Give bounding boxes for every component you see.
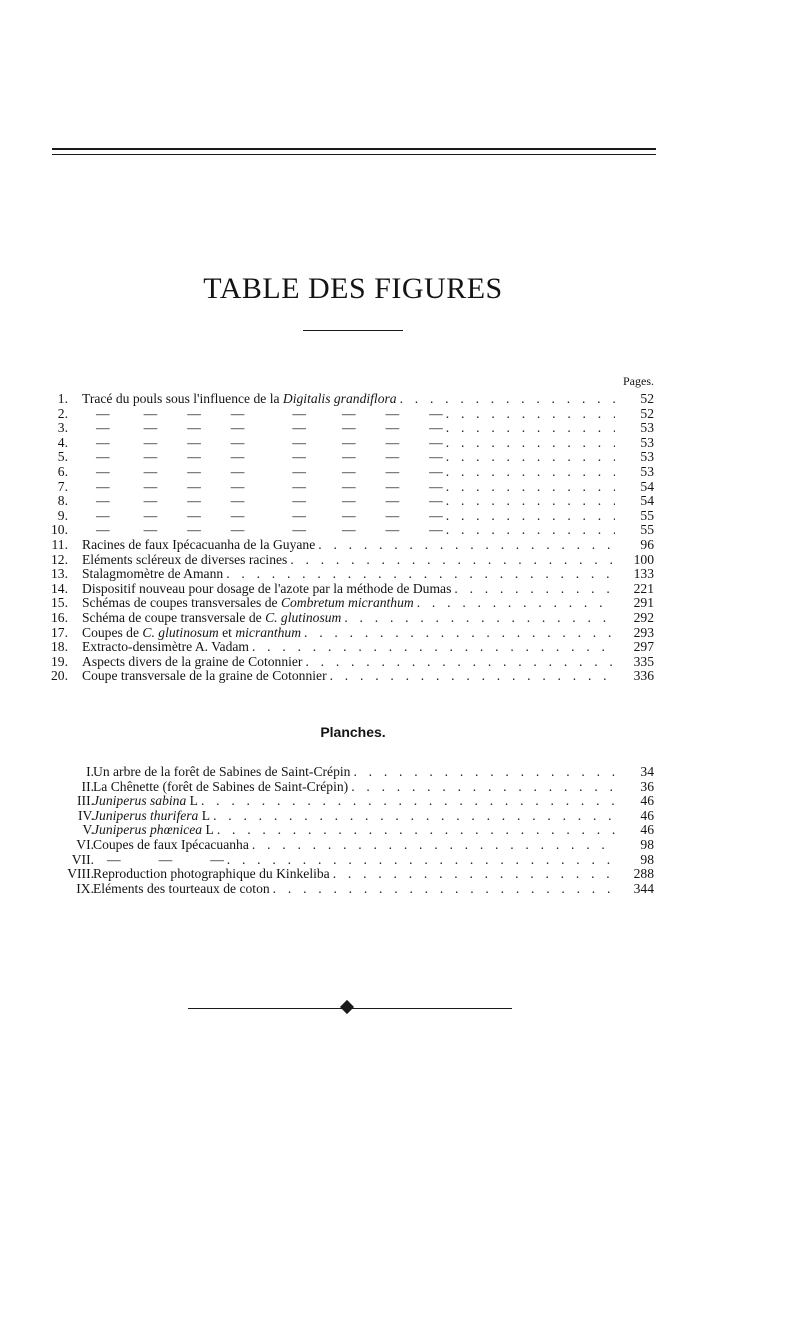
entry-title-italic: C. glutinosum — [265, 610, 342, 625]
ditto-dash: — — [385, 464, 400, 479]
entry-number: IV. — [78, 807, 94, 823]
dot-leader — [210, 809, 615, 824]
ditto-dash: — — [230, 406, 245, 421]
toc-entry — [0, 823, 800, 838]
entry-number: 10. — [51, 522, 68, 538]
ditto-dash: — — [187, 421, 201, 436]
ditto-dash: — — [230, 435, 245, 450]
toc-entry — [0, 553, 800, 568]
entry-number: IX. — [76, 880, 94, 896]
toc-entry — [0, 867, 800, 882]
entry-title — [82, 407, 443, 422]
dot-leader — [414, 596, 615, 611]
dot-leader — [341, 611, 615, 626]
toc-entry — [0, 809, 800, 824]
ditto-dash: — — [341, 435, 356, 450]
toc-entry — [0, 596, 800, 611]
entry-title — [82, 450, 443, 465]
entry-number: VI. — [76, 836, 94, 852]
ditto-dash: — — [187, 479, 201, 494]
ditto-dash: — — [230, 508, 245, 523]
toc-entry — [0, 523, 800, 538]
ditto-dash: — — [385, 450, 400, 465]
ditto-dash: — — [385, 523, 400, 538]
entry-number: 15. — [51, 595, 68, 611]
entry-page-number: 55 — [640, 522, 654, 538]
entry-title — [82, 494, 443, 509]
entry-number: 9. — [57, 507, 68, 523]
toc-entry — [0, 611, 800, 626]
ditto-dash: — — [385, 479, 400, 494]
ditto-dash: — — [158, 852, 173, 867]
dot-leader — [443, 465, 615, 480]
dot-leader — [214, 823, 615, 838]
entry-page-number: 52 — [640, 391, 654, 406]
entry-page-number: 100 — [633, 551, 654, 567]
ditto-dash: — — [341, 523, 356, 538]
entry-title-italic: Combretum micranthum — [280, 596, 414, 611]
entry-number: 11. — [51, 536, 68, 552]
ditto-dash: — — [292, 435, 306, 450]
entry-page-number: 55 — [640, 507, 654, 523]
entry-page-number: 98 — [640, 836, 654, 852]
entry-number: 17. — [51, 624, 68, 640]
entry-number: 19. — [51, 653, 68, 669]
entry-title — [82, 582, 451, 597]
entry-title-part: Coupes de — [82, 625, 143, 640]
entry-page-number: 98 — [640, 851, 654, 867]
ditto-dash: — — [96, 450, 110, 465]
dot-leader — [249, 640, 615, 655]
toc-entry — [0, 509, 800, 524]
toc-entry — [0, 838, 800, 853]
entry-title — [82, 523, 443, 538]
toc-entry — [0, 626, 800, 641]
ditto-dash: — — [341, 508, 356, 523]
ditto-dash: — — [96, 508, 110, 523]
ditto-dash: — — [230, 464, 245, 479]
entry-title-part: et — [218, 625, 236, 640]
entry-page-number: 36 — [640, 778, 654, 794]
ditto-dash: — — [96, 523, 110, 538]
entry-title — [93, 780, 348, 795]
dot-leader — [315, 538, 615, 553]
entry-page-number: 34 — [640, 764, 654, 779]
ditto-dash: — — [187, 435, 201, 450]
entry-title — [93, 867, 330, 882]
toc-entry — [0, 640, 800, 655]
planches-title: Planches. — [320, 724, 386, 740]
ditto-dash: — — [143, 523, 158, 538]
entry-title — [82, 596, 414, 611]
entry-number: 20. — [51, 668, 68, 684]
entry-title — [93, 853, 224, 868]
ditto-dash: — — [96, 406, 110, 421]
entry-title-italic: Juniperus sabina — [93, 794, 187, 809]
dot-leader — [198, 794, 615, 809]
ditto-dash: — — [187, 464, 201, 479]
entry-number: 12. — [51, 551, 68, 567]
entry-page-number: 291 — [633, 595, 654, 611]
toc-entry — [0, 421, 800, 436]
title-underline — [303, 330, 403, 331]
ditto-dash: — — [96, 494, 110, 509]
ditto-dash: — — [187, 406, 201, 421]
entry-page-number: 297 — [633, 639, 654, 655]
dot-leader — [287, 553, 615, 568]
ditto-dash: — — [292, 406, 306, 421]
entry-page-number: 335 — [633, 653, 654, 669]
toc-entry — [0, 450, 800, 465]
dot-leader — [451, 582, 615, 597]
entry-number: 14. — [51, 580, 68, 596]
ditto-dash: — — [230, 479, 245, 494]
ditto-dash: — — [292, 494, 306, 509]
entry-title-part: Extracto-densimètre A. Vadam — [82, 640, 249, 655]
ditto-dash: — — [210, 852, 224, 867]
dot-leader — [270, 882, 615, 897]
ditto-dash: — — [385, 435, 400, 450]
ditto-dash: — — [292, 450, 306, 465]
entry-page-number: 53 — [640, 463, 654, 479]
top-rule-thick — [52, 148, 656, 150]
toc-entry — [0, 794, 800, 809]
toc-entry — [0, 780, 800, 795]
entry-number: 1. — [57, 391, 68, 406]
entry-number: 18. — [51, 639, 68, 655]
entry-page-number: 292 — [633, 609, 654, 625]
ditto-dash: — — [107, 852, 121, 867]
entry-page-number: 53 — [640, 434, 654, 450]
entry-title — [82, 465, 443, 480]
entry-page-number: 46 — [640, 822, 654, 838]
entry-title — [82, 669, 327, 684]
entry-number: V. — [82, 822, 94, 838]
entry-title — [82, 626, 301, 641]
dot-leader — [223, 567, 615, 582]
ditto-dash: — — [96, 479, 110, 494]
entry-title — [82, 640, 249, 655]
entry-number: 3. — [57, 420, 68, 436]
entry-title-part: Dispositif nouveau pour dosage de l'azote par la méthode de Dumas — [82, 581, 452, 596]
ditto-dash: — — [143, 479, 158, 494]
dot-leader — [443, 480, 615, 495]
ditto-dash: — — [385, 406, 400, 421]
entry-number: VIII. — [67, 866, 94, 882]
toc-entry — [0, 655, 800, 670]
dot-leader — [330, 867, 615, 882]
pages-column-label: Pages. — [623, 374, 654, 388]
planches-list — [0, 765, 800, 896]
entry-title-part: Aspects divers de la graine de Cotonnier — [82, 654, 303, 669]
ditto-dash: — — [292, 508, 306, 523]
dot-leader — [302, 655, 615, 670]
entry-title-part: L — [198, 808, 211, 823]
ditto-dash: — — [429, 450, 443, 465]
entry-title — [82, 480, 443, 495]
entry-number: VII. — [71, 851, 94, 867]
entry-title — [93, 882, 270, 897]
ditto-dash: — — [187, 523, 201, 538]
entry-title-part: L — [202, 823, 214, 838]
toc-entry — [0, 538, 800, 553]
ditto-dash: — — [187, 508, 201, 523]
toc-entry — [0, 882, 800, 897]
entry-number: II. — [81, 778, 94, 794]
toc-entry — [0, 494, 800, 509]
toc-entry — [0, 765, 800, 780]
entry-title-part: Eléments scléreux de diverses racines — [82, 552, 288, 567]
ditto-dash: — — [341, 494, 356, 509]
entry-number: 13. — [51, 566, 68, 582]
entry-title-part: Racines de faux Ipécacuanha de la Guyane — [82, 537, 316, 552]
entry-title — [93, 838, 249, 853]
ditto-dash: — — [385, 421, 400, 436]
entry-title — [82, 655, 302, 670]
ditto-dash: — — [429, 406, 443, 421]
entry-number: 4. — [57, 434, 68, 450]
entry-number: I. — [86, 764, 94, 779]
entry-title-italic: Juniperus thurifera — [93, 808, 199, 823]
entry-page-number: 53 — [640, 449, 654, 465]
dot-leader — [443, 523, 615, 538]
entry-title-part: Schéma de coupe transversale de — [82, 610, 266, 625]
entry-title — [93, 809, 210, 824]
entry-page-number: 46 — [640, 793, 654, 809]
toc-entry — [0, 436, 800, 451]
dot-leader — [443, 436, 615, 451]
ditto-dash: — — [292, 421, 306, 436]
ditto-dash: — — [341, 450, 356, 465]
toc-entry — [0, 853, 800, 868]
entry-title-part: Tracé du pouls sous l'influence de la — [82, 392, 283, 406]
dot-leader — [350, 765, 615, 780]
figures-list — [0, 392, 800, 684]
toc-entry — [0, 669, 800, 684]
dot-leader — [443, 509, 615, 524]
ditto-dash: — — [292, 523, 306, 538]
entry-title-part: Eléments des tourteaux de coton — [93, 881, 270, 896]
ditto-dash: — — [341, 406, 356, 421]
ditto-dash: — — [429, 523, 443, 538]
toc-entry — [0, 392, 800, 407]
toc-entry — [0, 407, 800, 422]
entry-title-italic: Digitalis grandiflora — [282, 392, 397, 406]
entry-title-part: L — [186, 794, 198, 809]
ditto-dash: — — [96, 421, 110, 436]
ditto-dash: — — [429, 464, 443, 479]
ditto-dash: — — [96, 435, 110, 450]
entry-title — [82, 553, 287, 568]
ditto-dash: — — [187, 450, 201, 465]
top-rule-thin — [52, 154, 656, 155]
ditto-dash: — — [230, 494, 245, 509]
entry-number: 2. — [57, 405, 68, 421]
ditto-dash: — — [385, 494, 400, 509]
dot-leader — [443, 494, 615, 509]
dot-leader — [301, 626, 615, 641]
toc-entry — [0, 480, 800, 495]
entry-page-number: 54 — [640, 478, 654, 494]
entry-title-part: La Chênette (forêt de Sabines de Saint-Crépin) — [93, 779, 349, 794]
entry-number: 5. — [57, 449, 68, 465]
ditto-dash: — — [341, 479, 356, 494]
ditto-dash: — — [143, 435, 158, 450]
ditto-dash: — — [143, 494, 158, 509]
entry-page-number: 288 — [633, 866, 654, 882]
entry-title — [82, 392, 397, 407]
entry-page-number: 293 — [633, 624, 654, 640]
ditto-dash: — — [341, 421, 356, 436]
ditto-dash: — — [341, 464, 356, 479]
dot-leader — [443, 450, 615, 465]
ditto-dash: — — [429, 479, 443, 494]
ditto-dash: — — [385, 508, 400, 523]
entry-title-part: Schémas de coupes transversales de — [82, 596, 281, 611]
entry-title-italic: Juniperus phœnicea — [93, 823, 203, 838]
entry-number: 6. — [57, 463, 68, 479]
dot-leader — [397, 392, 615, 407]
ditto-dash: — — [143, 421, 158, 436]
entry-title-italic: C. glutinosum — [142, 625, 219, 640]
entry-page-number: 52 — [640, 405, 654, 421]
entry-title — [93, 765, 350, 780]
entry-page-number: 46 — [640, 807, 654, 823]
diamond-ornament-icon — [340, 1000, 354, 1014]
ditto-dash: — — [96, 464, 110, 479]
entry-title — [82, 538, 315, 553]
entry-page-number: 54 — [640, 493, 654, 509]
ditto-dash: — — [143, 508, 158, 523]
dot-leader — [224, 853, 615, 868]
ditto-dash: — — [230, 450, 245, 465]
ditto-dash: — — [429, 508, 443, 523]
ditto-dash: — — [429, 435, 443, 450]
page-title: TABLE DES FIGURES — [203, 272, 503, 305]
ditto-dash: — — [230, 421, 245, 436]
entry-number: III. — [77, 793, 94, 809]
entry-number: 8. — [57, 493, 68, 509]
entry-page-number: 336 — [633, 668, 654, 684]
dot-leader — [443, 421, 615, 436]
ditto-dash: — — [143, 406, 158, 421]
toc-entry — [0, 582, 800, 597]
entry-page-number: 96 — [640, 536, 654, 552]
ditto-dash: — — [187, 494, 201, 509]
entry-title — [82, 421, 443, 436]
entry-title — [82, 509, 443, 524]
ditto-dash: — — [292, 464, 306, 479]
entry-page-number: 344 — [633, 880, 654, 896]
entry-title-part: Coupe transversale de la graine de Cotonnier — [82, 669, 327, 684]
entry-title — [82, 436, 443, 451]
toc-entry — [0, 465, 800, 480]
entry-title — [93, 794, 198, 809]
dot-leader — [327, 669, 615, 684]
dot-leader — [348, 780, 615, 795]
ditto-dash: — — [292, 479, 306, 494]
entry-title — [82, 567, 223, 582]
entry-page-number: 53 — [640, 420, 654, 436]
dot-leader — [249, 838, 615, 853]
entry-page-number: 221 — [633, 580, 654, 596]
entry-number: 16. — [51, 609, 68, 625]
entry-number: 7. — [57, 478, 68, 494]
ditto-dash: — — [143, 450, 158, 465]
ditto-dash: — — [429, 494, 443, 509]
entry-title-part: Un arbre de la forêt de Sabines de Saint-Crépin — [93, 765, 351, 779]
toc-entry — [0, 567, 800, 582]
entry-title-part: Coupes de faux Ipécacuanha — [93, 837, 249, 852]
entry-title — [82, 611, 341, 626]
ditto-dash: — — [230, 523, 245, 538]
entry-title-part: Stalagmomètre de Amann — [82, 567, 224, 582]
dot-leader — [443, 407, 615, 422]
entry-page-number: 133 — [633, 566, 654, 582]
entry-title-part: Reproduction photographique du Kinkeliba — [93, 867, 330, 882]
ditto-dash: — — [429, 421, 443, 436]
entry-title — [93, 823, 214, 838]
ditto-dash: — — [143, 464, 158, 479]
entry-title-italic: micranthum — [235, 625, 302, 640]
